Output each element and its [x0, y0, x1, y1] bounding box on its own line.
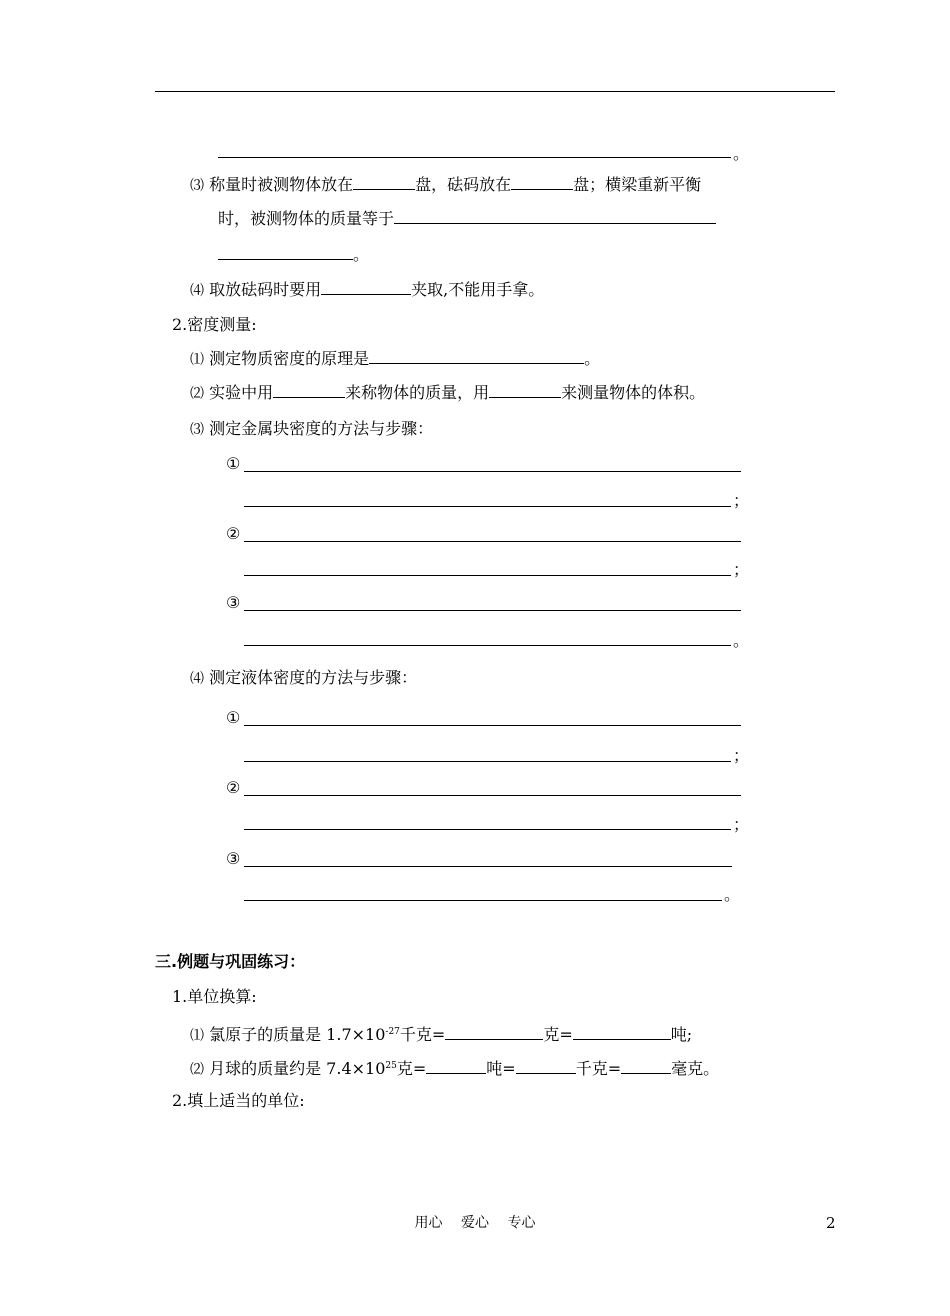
density-q1	[190, 348, 600, 371]
question-text: 来称物体的质量，用	[345, 383, 490, 402]
fill-blank[interactable]	[511, 175, 573, 190]
answer-line	[244, 471, 741, 472]
fill-blank[interactable]	[353, 175, 415, 190]
answer-line	[244, 866, 732, 867]
punctuation: 。	[733, 144, 750, 163]
exercise-1-1	[190, 1021, 692, 1047]
answer-line	[244, 725, 741, 726]
exponent: -27	[385, 1027, 400, 1037]
fill-blank[interactable]	[426, 1059, 486, 1074]
exponent: 25	[385, 1061, 397, 1071]
punctuation: ；	[733, 491, 750, 510]
question-text: 实验中用	[209, 383, 274, 402]
answer-line	[244, 541, 741, 542]
fill-blank[interactable]	[321, 280, 411, 295]
answer-line	[244, 610, 741, 611]
density-q4	[190, 667, 417, 690]
question-number: ⑷	[190, 671, 204, 687]
question-3-end	[218, 244, 369, 266]
punctuation: 。	[733, 631, 750, 650]
page-number: 2	[826, 1214, 836, 1232]
header-rule	[155, 91, 835, 92]
question-text: 称量时被测物体放在	[209, 175, 354, 194]
question-text: 测定物质密度的原理是	[209, 349, 370, 368]
question-number: ⑵	[190, 386, 204, 402]
question-text: 氯原子的质量是 1.7×10	[209, 1025, 386, 1044]
density-q2	[190, 382, 705, 405]
question-3	[190, 174, 701, 197]
answer-line	[244, 506, 731, 507]
question-number: ⑴	[190, 1028, 204, 1044]
question-text: 毫克。	[671, 1059, 720, 1078]
question-text: 来测量物体的体积。	[561, 383, 706, 402]
answer-line	[218, 157, 731, 158]
question-4	[190, 279, 544, 302]
question-3-cont	[218, 208, 716, 230]
question-text: 吨=	[486, 1059, 516, 1078]
question-number: ⑶	[190, 422, 204, 438]
exercise-2-title: 2.填上适当的单位:	[172, 1091, 305, 1110]
fill-blank[interactable]	[516, 1059, 576, 1074]
question-text: 千克=	[575, 1059, 622, 1078]
punctuation: ；	[733, 560, 750, 579]
question-text: 吨;	[670, 1025, 693, 1044]
question-number: ⑶	[190, 178, 204, 194]
punctuation: 。	[724, 885, 741, 904]
section-2-title: 2.密度测量:	[172, 315, 257, 334]
fill-blank[interactable]	[573, 1025, 671, 1040]
question-text: 千克=	[399, 1025, 446, 1044]
exercise-1-2	[190, 1055, 719, 1081]
step-marker: ②	[226, 524, 241, 543]
footer-motto: 用心 爱心 专心	[414, 1215, 536, 1231]
fill-blank[interactable]	[489, 383, 561, 398]
question-number: ⑴	[190, 352, 204, 368]
question-number: ⑷	[190, 283, 204, 299]
question-text: 盘；横梁重新平衡	[573, 175, 702, 194]
punctuation: ；	[733, 815, 750, 834]
answer-line	[244, 645, 731, 646]
step-marker: ③	[226, 849, 241, 868]
density-q3	[190, 418, 433, 441]
answer-line	[244, 900, 722, 901]
question-text: 测定金属块密度的方法与步骤：	[209, 419, 434, 438]
exercise-1-title: 1.单位换算:	[172, 987, 257, 1006]
question-text: 测定液体密度的方法与步骤：	[209, 668, 418, 687]
answer-line	[244, 829, 731, 830]
step-marker: ②	[226, 778, 241, 797]
question-number: ⑵	[190, 1062, 204, 1078]
question-text: 克=	[396, 1059, 427, 1078]
step-marker: ①	[226, 454, 241, 473]
punctuation: 。	[353, 245, 370, 264]
question-text: 夹取,不能用手拿。	[411, 280, 545, 299]
answer-line	[244, 795, 741, 796]
fill-blank[interactable]	[445, 1025, 543, 1040]
punctuation: 。	[584, 349, 601, 368]
fill-blank[interactable]	[621, 1059, 671, 1074]
section-3-title: 三.例题与巩固练习：	[155, 952, 306, 971]
question-text: 取放砝码时要用	[209, 280, 322, 299]
step-marker: ①	[226, 708, 241, 727]
fill-blank[interactable]	[369, 349, 584, 364]
question-text: 时，被测物体的质量等于	[218, 209, 395, 228]
fill-blank[interactable]	[218, 245, 353, 260]
fill-blank[interactable]	[394, 209, 716, 224]
answer-line	[244, 575, 731, 576]
fill-blank[interactable]	[273, 383, 345, 398]
punctuation: ；	[733, 746, 750, 765]
question-text: 盘，砝码放在	[415, 175, 512, 194]
step-marker: ③	[226, 593, 241, 612]
answer-line	[244, 761, 731, 762]
question-text: 月球的质量约是 7.4×10	[209, 1059, 386, 1078]
question-text: 克=	[543, 1025, 573, 1044]
